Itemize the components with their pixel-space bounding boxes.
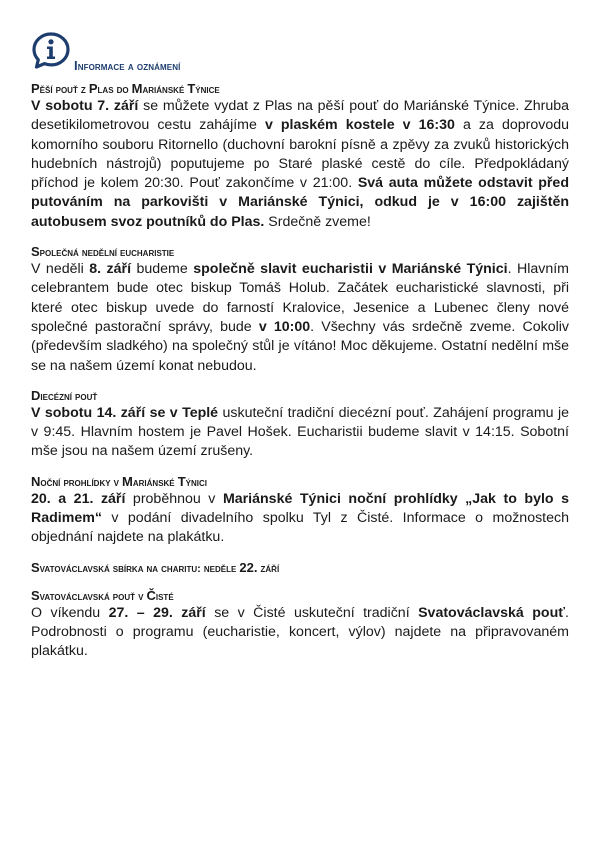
info-chat-icon	[30, 30, 72, 72]
section-diocesan-pilgrimage	[31, 388, 569, 462]
section-sunday-eucharist	[31, 244, 569, 376]
body-text: se můžete vydat z Plas na pěší pouť do Mariánské Týnice. Zhruba desetikilometrovou cestu zahájíme	[31, 98, 569, 134]
section-pilgrimage-plasy	[31, 81, 569, 232]
emphasis-text: Mariánské Týnici noční prohlídky „Jak to bylo s Radimem“	[31, 490, 569, 527]
body-text: uskuteční tradiční diecézní pouť. Zahájení programu je v 9:45. Hlavním hostem je Pavel Hošek. Eucharistii budeme slavit v 14:15. Sobotní mše jsou na našem území zrušeny.	[31, 404, 569, 460]
body-text: Srdečně zveme!	[264, 213, 371, 230]
section-charity-collection	[31, 560, 569, 576]
body-text: proběhnou v	[125, 490, 223, 507]
section-body	[31, 490, 569, 548]
section-title: Diecézní pouť	[31, 387, 98, 403]
emphasis-text: 20. a 21. září	[31, 490, 126, 507]
section-title: Svatováclavská pouť v Čisté	[31, 587, 174, 603]
emphasis-text: 8. září	[89, 261, 132, 278]
body-text: v podání divadelního spolku Tyl z Čisté. Informace o možnostech objednání najdete na plakátku.	[31, 510, 569, 546]
section-title: Pěší pouť z Plas do Mariánské Týnice	[31, 81, 220, 96]
emphasis-text: Svá auta můžete odstavit před putováním na parkovišti v Mariánské Týnici, odkud je v 16:00 zajištěn autobusem svoz poutníků do Plas.	[31, 175, 569, 230]
body-text: . Všechny vás srdečně zveme. Cokoliv (především sladkého) na společný stůl je vítáno! Moc děkujeme. Ostatní nedělní mše se na našem území konat nebudou.	[31, 318, 569, 374]
body-text: . Podrobnosti o programu (eucharistie, koncert, výlov) najdete na připravovaném plakátku.	[31, 604, 569, 660]
section-title: Svatováclavská sbírka na charitu: neděle 22. září	[31, 559, 280, 575]
section-body	[31, 260, 569, 376]
emphasis-text: V sobotu 14. září se v Teplé	[31, 404, 219, 421]
emphasis-text: společně slavit eucharistii v Mariánské Týnici	[193, 261, 508, 278]
emphasis-text: v plaském kostele v 16:30	[264, 117, 455, 134]
body-text: budeme	[131, 261, 194, 278]
emphasis-text: V sobotu 7. září	[31, 98, 139, 114]
section-st-wenceslas-pilgrimage	[31, 588, 569, 662]
body-text: a za doprovodu komorního souboru Ritornello (duchovní barokní písně a zpěvy za zvuků historických hudebních nástrojů) poputujeme po Staré plaské cestě do cíle. Předpokládaný příchod je kolem 20:30. Pouť zakončíme v 21:00.	[31, 117, 569, 192]
section-body	[31, 97, 569, 232]
body-text: se v Čisté uskuteční tradiční	[205, 604, 419, 621]
section-body	[31, 404, 569, 462]
page-title: Informace a oznámení	[74, 58, 181, 73]
section-body	[31, 604, 569, 662]
section-night-tours	[31, 474, 569, 548]
emphasis-text: Svatováclavská pouť	[418, 604, 566, 621]
emphasis-text: v 10:00	[258, 318, 311, 335]
emphasis-text: 27. – 29. září	[108, 604, 206, 621]
body-text: V neděli	[31, 261, 90, 278]
body-text: O víkendu	[31, 604, 109, 621]
body-text: . Hlavním celebrantem bude otec biskup Tomáš Holub. Začátek eucharistické slavnosti, při které otec biskup uvede do farností Kralovice, Jesenice a Lubenec členy nové společné pastorační správy, bude	[31, 261, 569, 335]
announcements	[31, 81, 569, 674]
section-title: Noční prohlídky v Mariánské Týnici	[31, 473, 207, 489]
section-title: Společná nedělní eucharistie	[31, 244, 175, 260]
